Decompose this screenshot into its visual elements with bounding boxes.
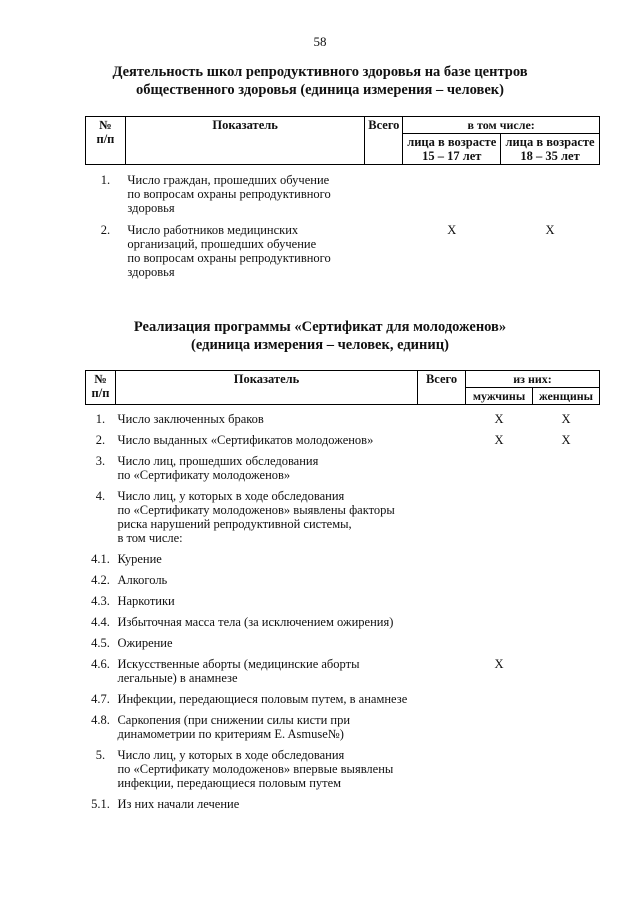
- row-label: Число выданных «Сертификатов молодоженов»: [117, 432, 374, 447]
- row-num: 1.: [100, 172, 111, 187]
- section2-table: [85, 370, 600, 818]
- row-label: Число работников медицинских организаций, прошедших обучение по вопросам охраны репродуктивного здоровья: [127, 222, 331, 279]
- row-men: [466, 489, 533, 545]
- table-row: [86, 573, 600, 587]
- row-num: 5.: [95, 747, 106, 762]
- row-women: X: [561, 411, 571, 426]
- row-num: 2.: [95, 432, 106, 447]
- row-num: 5.1.: [91, 796, 110, 811]
- row-age2: [501, 173, 600, 215]
- row-label: Число заключенных браков: [117, 411, 264, 426]
- row-label: Курение: [117, 551, 162, 566]
- section1-title: [60, 63, 580, 99]
- row-num: 4.7.: [91, 691, 110, 706]
- table-row: [86, 594, 600, 608]
- row-women: [533, 489, 600, 545]
- row-total: [365, 173, 403, 215]
- table-row: [86, 454, 600, 482]
- row-women: [533, 552, 600, 566]
- header-men: мужчины: [466, 388, 533, 405]
- row-men: [466, 573, 533, 587]
- row-label: Инфекции, передающиеся половым путем, в анамнезе: [117, 691, 408, 706]
- row-label: Искусственные аборты (медицинские аборты легальные) в анамнезе: [117, 656, 360, 685]
- section1-table: [85, 116, 600, 279]
- row-label: Число лиц, у которых в ходе обследования по «Сертификату молодоженов» выявлены факторы риска нарушений репродуктивной системы, в том числе:: [117, 488, 395, 545]
- row-men: [466, 615, 533, 629]
- row-men: [466, 692, 533, 706]
- table-row: [86, 615, 600, 629]
- row-num: 1.: [95, 411, 106, 426]
- row-age1: X: [447, 222, 457, 237]
- section2-title: [60, 318, 580, 354]
- section1-title-line: Деятельность школ репродуктивного здоровья на базе центров: [112, 64, 528, 80]
- table-row: [86, 692, 600, 706]
- row-women: [533, 594, 600, 608]
- row-num: 4.: [95, 488, 106, 503]
- table-row: [86, 173, 600, 215]
- row-men: [466, 713, 533, 741]
- row-women: [533, 615, 600, 629]
- row-women: [533, 657, 600, 685]
- header-row: [86, 371, 600, 388]
- row-women: [533, 454, 600, 482]
- table-row: [86, 657, 600, 685]
- row-total: [418, 615, 466, 629]
- header-age1: лица в возрасте 15 – 17 лет: [403, 134, 501, 165]
- row-total: [418, 713, 466, 741]
- table-row: [86, 748, 600, 790]
- header-num: № п/п: [86, 371, 116, 405]
- row-label: Саркопения (при снижении силы кисти при динамометрии по критериям E. Asmuse№): [117, 712, 351, 741]
- row-total: [418, 594, 466, 608]
- row-num: 4.8.: [91, 712, 110, 727]
- row-label: Избыточная масса тела (за исключением ожирения): [117, 614, 394, 629]
- table-row: [86, 412, 600, 426]
- row-num: 3.: [95, 453, 106, 468]
- row-total: [418, 433, 466, 447]
- row-women: [533, 748, 600, 790]
- row-total: [418, 412, 466, 426]
- row-num: 4.5.: [91, 635, 110, 650]
- row-label: Число граждан, прошедших обучение по вопросам охраны репродуктивного здоровья: [127, 172, 331, 215]
- row-num: 2.: [100, 222, 111, 237]
- header-total: Всего: [418, 371, 466, 405]
- row-men: [466, 454, 533, 482]
- section2-title-line: Реализация программы «Сертификат для молодоженов»: [133, 319, 507, 335]
- row-men: X: [494, 432, 504, 447]
- row-total: [418, 573, 466, 587]
- page-number: 58: [313, 34, 327, 49]
- row-men: X: [494, 411, 504, 426]
- row-label: Алкоголь: [117, 572, 168, 587]
- row-women: [533, 692, 600, 706]
- row-num: 4.1.: [91, 551, 110, 566]
- row-num: 4.4.: [91, 614, 110, 629]
- row-label: Из них начали лечение: [117, 796, 240, 811]
- row-women: [533, 713, 600, 741]
- row-num: 4.6.: [91, 656, 110, 671]
- row-total: [418, 552, 466, 566]
- row-women: [533, 636, 600, 650]
- row-total: [418, 489, 466, 545]
- row-women: X: [561, 432, 571, 447]
- row-total: [365, 223, 403, 279]
- row-num: 4.3.: [91, 593, 110, 608]
- row-men: X: [494, 656, 504, 671]
- table-row: [86, 552, 600, 566]
- row-women: [533, 573, 600, 587]
- row-men: [466, 552, 533, 566]
- section2-title-line: (единица измерения – человек, единиц): [191, 337, 449, 353]
- header-age2: лица в возрасте 18 – 35 лет: [501, 134, 600, 165]
- header-row: [86, 117, 600, 134]
- table-row: [86, 797, 600, 811]
- table-row: [86, 636, 600, 650]
- row-label: Ожирение: [117, 635, 173, 650]
- row-label: Число лиц, прошедших обследования по «Сертификату молодоженов»: [117, 453, 319, 482]
- row-label: Число лиц, у которых в ходе обследования по «Сертификату молодоженов» впервые выявлены инфекции, передающиеся половым путем: [117, 747, 394, 790]
- table-row: [86, 223, 600, 279]
- header-group: в том числе:: [403, 117, 600, 134]
- table-row: [86, 489, 600, 545]
- row-age1: [403, 173, 501, 215]
- row-total: [418, 636, 466, 650]
- header-group: из них:: [466, 371, 600, 388]
- row-men: [466, 797, 533, 811]
- row-men: [466, 594, 533, 608]
- row-label: Наркотики: [117, 593, 175, 608]
- row-men: [466, 748, 533, 790]
- header-women: женщины: [533, 388, 600, 405]
- row-num: 4.2.: [91, 572, 110, 587]
- section2-body: [86, 405, 600, 818]
- header-num: № п/п: [86, 117, 126, 165]
- section1-title-line: общественного здоровья (единица измерения – человек): [136, 82, 504, 98]
- row-total: [418, 692, 466, 706]
- table-row: [86, 713, 600, 741]
- row-total: [418, 797, 466, 811]
- row-age2: X: [545, 222, 555, 237]
- row-total: [418, 748, 466, 790]
- row-total: [418, 657, 466, 685]
- header-indicator: Показатель: [115, 371, 417, 405]
- row-men: [466, 636, 533, 650]
- table-row: [86, 433, 600, 447]
- header-indicator: Показатель: [125, 117, 364, 165]
- row-total: [418, 454, 466, 482]
- row-women: [533, 797, 600, 811]
- header-total: Всего: [365, 117, 403, 165]
